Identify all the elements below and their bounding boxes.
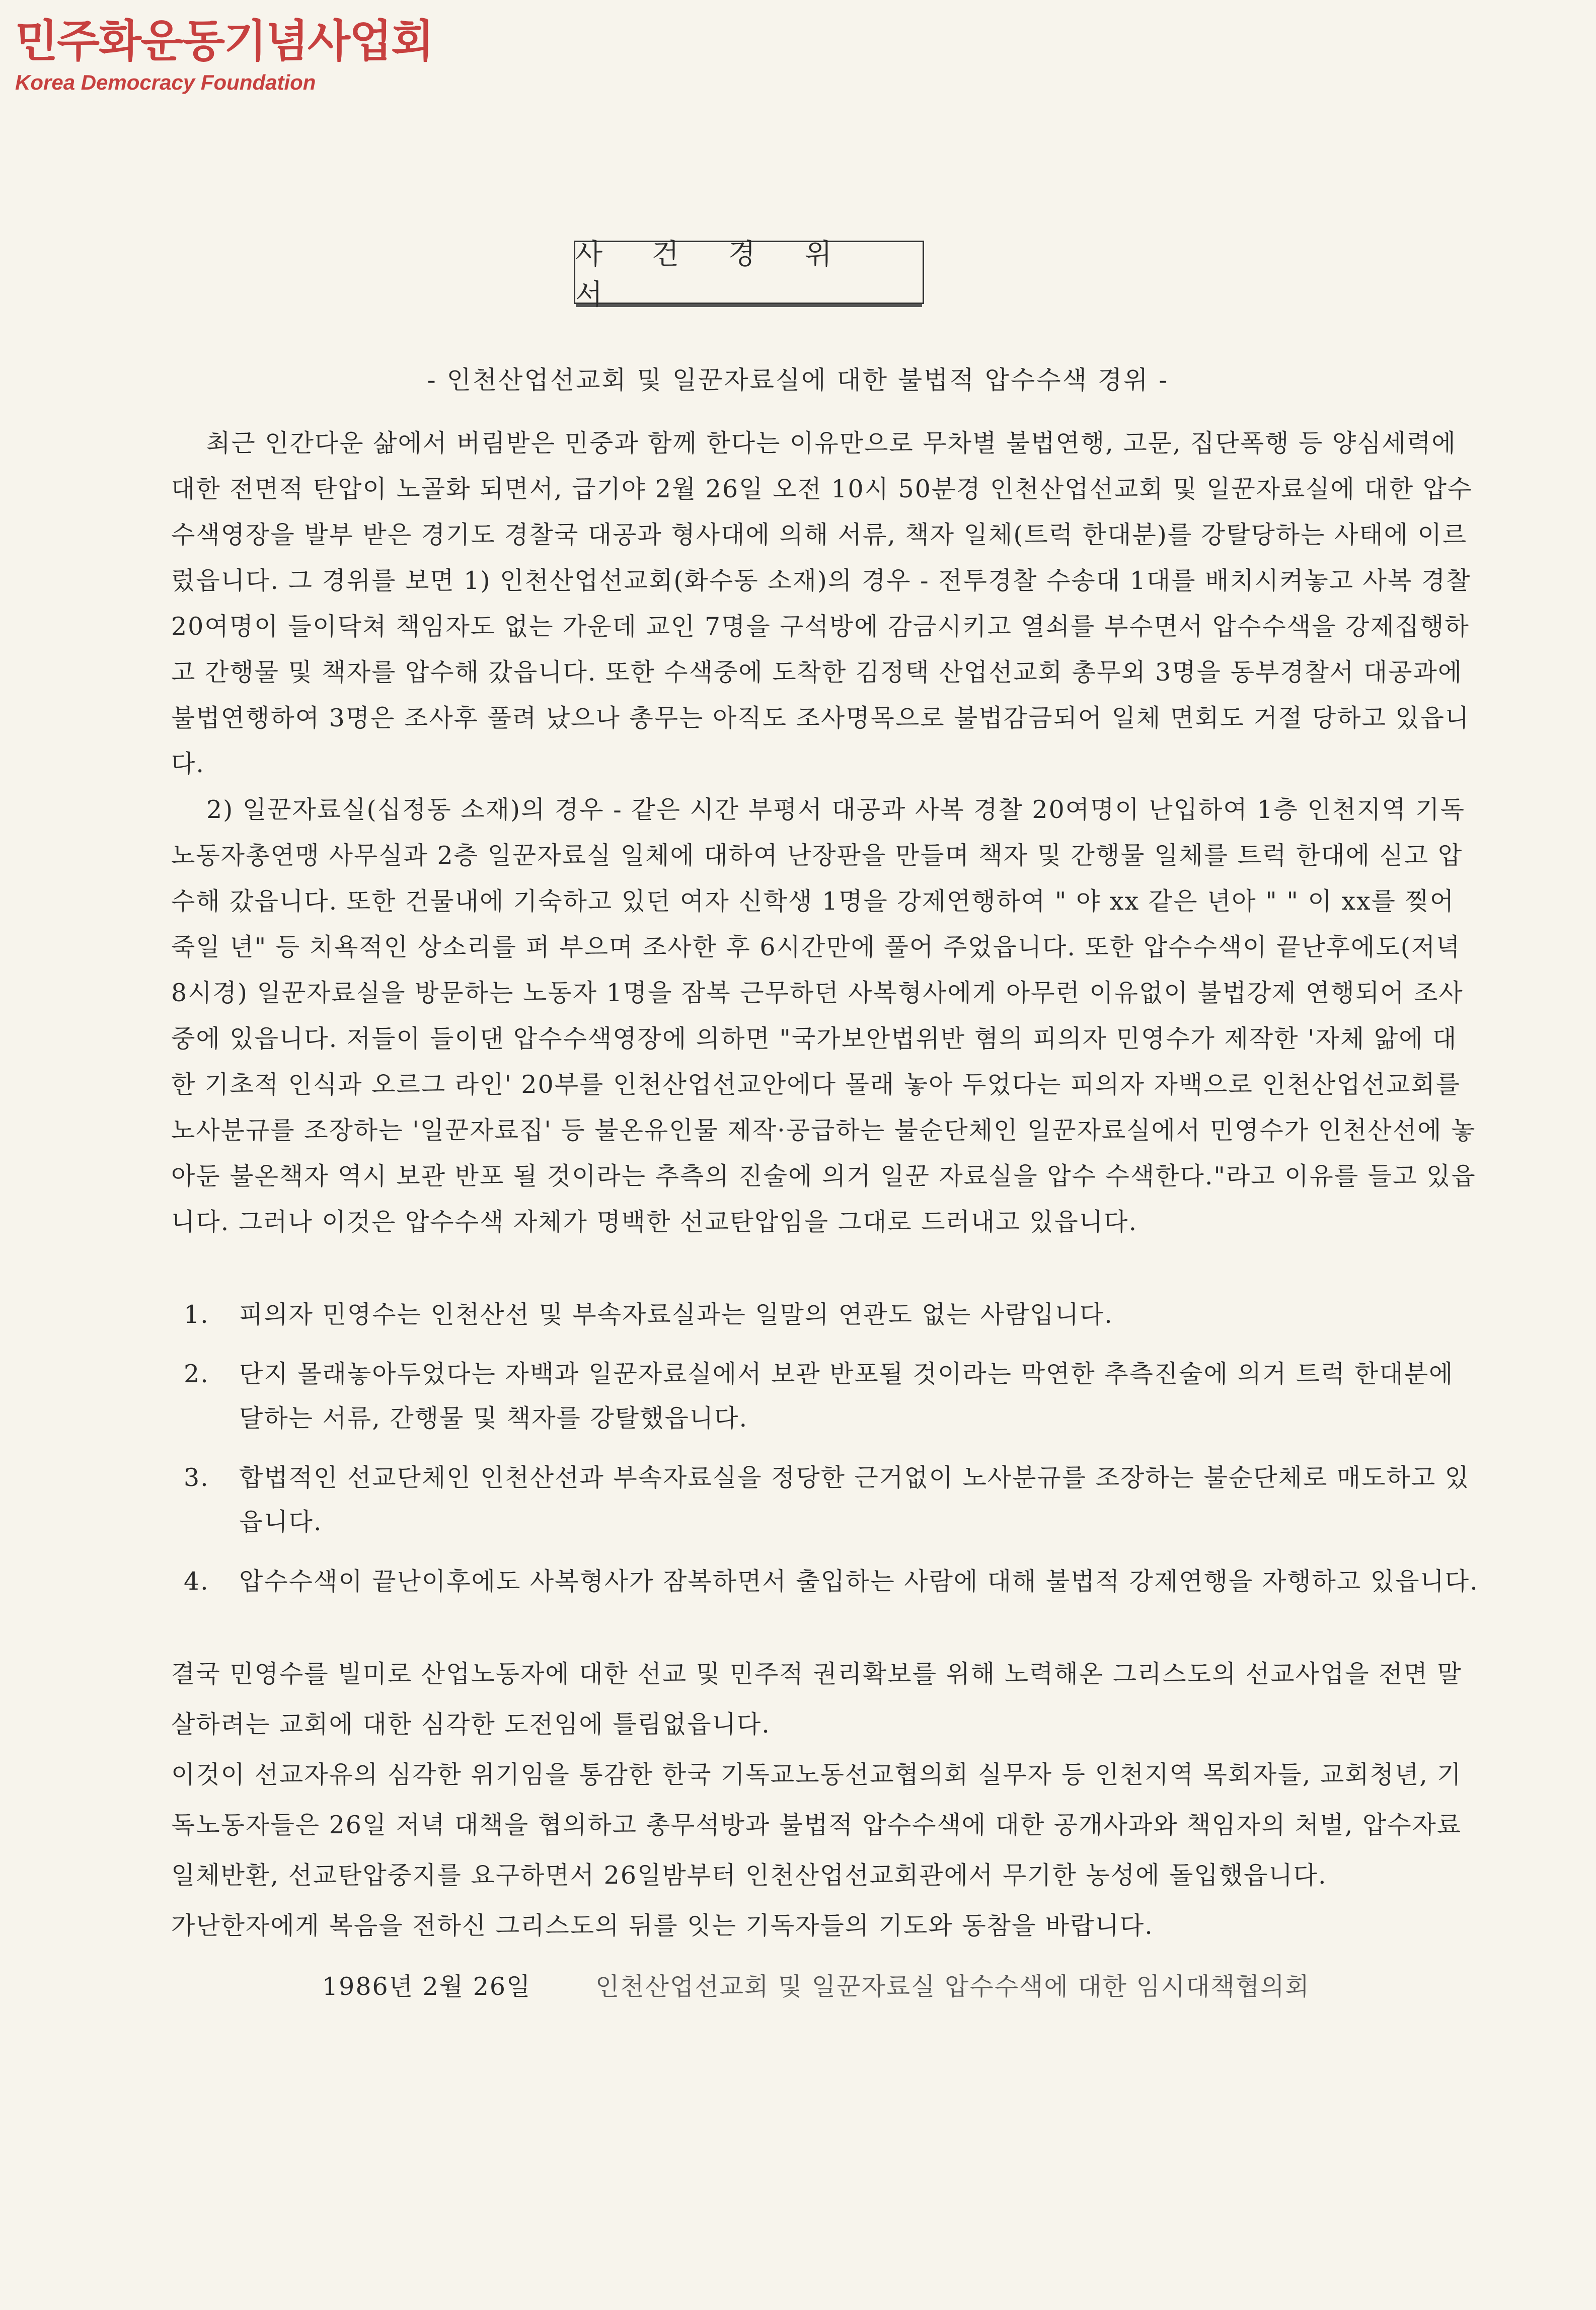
closing-paragraph-1: 결국 민영수를 빌미로 산업노동자에 대한 선교 및 민주적 권리확보를 위해 노력해온 그리스도의 선교사업을 전면 말살하려는 교회에 대한 심각한 도전임에 틀림없읍니다. xyxy=(171,1660,1462,1739)
watermark-english: Korea Democracy Foundation xyxy=(15,70,316,94)
list-item-text: 압수수색이 끝난이후에도 사복형사가 잠복하면서 출입하는 사람에 대해 불법적 강제연행을 자행하고 있읍니다. xyxy=(239,1567,1479,1596)
list-item-number: 4. xyxy=(184,1567,209,1596)
document-footer xyxy=(171,1967,1480,2002)
body-paragraph-1: 최근 인간다운 삶에서 버림받은 민중과 함께 한다는 이유만으로 무차별 불법연행, 고문, 집단폭행 등 양심세력에 대한 전면적 탄압이 노골화 되면서, 급기야 2월 26일 오전 10시 50분경 인천산업선교회 및 일꾼자료실에 대한 압수수색영장을 발부 받은 경기도 경찰국 대공과 형사대에 의해 서류, 책자 일체(트럭 한대분)를 강탈당하는 사태에 이르렀읍니다. 그 경위를 보면 1) 인천산업선교회(화수동 소재)의 경우 - 전투경찰 수송대 1대를 배치시켜놓고 사복 경찰 20여명이 들이닥쳐 책임자도 없는 가운데 교인 7명을 구석방에 감금시키고 열쇠를 부수면서 압수수색을 강제집행하고 간행물 및 책자를 압수해 갔읍니다. 또한 수색중에 도착한 김정택 산업선교회 총무외 3명을 동부경찰서 대공과에 불법연행하여 3명은 조사후 풀려 났으나 총무는 아직도 조사명목으로 불법감금되어 일체 면회도 거절 당하고 있읍니다. xyxy=(171,429,1473,778)
closing-paragraph-2: 이것이 선교자유의 심각한 위기임을 통감한 한국 기독교노동선교협의회 실무자 등 인천지역 목회자들, 교회청년, 기독노동자들은 26일 저녁 대책을 협의하고 총무석방과 불법적 압수수색에 대한 공개사과와 책임자의 처벌, 압수자료 일체반환, 선교탄압중지를 요구하면서 26일밤부터 인천산업선교회관에서 무기한 농성에 돌입했읍니다. xyxy=(171,1760,1462,1890)
list-item xyxy=(171,1293,1480,1337)
list-item-text: 단지 몰래놓아두었다는 자백과 일꾼자료실에서 보관 반포될 것이라는 막연한 추측진술에 의거 트럭 한대분에 달하는 서류, 간행물 및 책자를 강탈했읍니다. xyxy=(239,1360,1454,1433)
closing-paragraph-3: 가난한자에게 복음을 전하신 그리스도의 뒤를 잇는 기독자들의 기도와 동참을 바랍니다. xyxy=(171,1911,1154,1940)
list-item xyxy=(171,1456,1480,1544)
document-subtitle: - 인천산업선교회 및 일꾼자료실에 대한 불법적 압수수색 경위 - xyxy=(427,365,1169,395)
list-item-number: 1. xyxy=(184,1300,209,1329)
list-item-number: 3. xyxy=(184,1463,209,1492)
watermark-korean: 민주화운동기념사업회 xyxy=(15,15,433,67)
document-title-box xyxy=(574,238,924,311)
issuing-organization: 인천산업선교회 및 일꾼자료실 압수수색에 대한 임시대책협의회 xyxy=(595,1972,1310,2001)
points-list xyxy=(171,1293,1480,1604)
body-paragraph-2: 2) 일꾼자료실(십정동 소재)의 경우 - 같은 시간 부평서 대공과 사복 경찰 20여명이 난입하여 1층 인천지역 기독노동자총연맹 사무실과 2층 일꾼자료실 일체에 대하여 난장판을 만들며 책자 및 간행물 일체를 트럭 한대에 싣고 압수해 갔읍니다. 또한 건물내에 기숙하고 있던 여자 신학생 1명을 강제연행하여 " 야 xx 같은 년아 " " 이 xx를 찢어 죽일 년" 등 치욕적인 상소리를 퍼 부으며 조사한 후 6시간만에 풀어 주었읍니다. 또한 압수수색이 끝난후에도(저녁 8시경) 일꾼자료실을 방문하는 노동자 1명을 잠복 근무하던 사복형사에게 아무런 이유없이 불법강제 연행되어 조사중에 있읍니다. 저들이 들이댄 압수수색영장에 의하면 "국가보안법위반 혐의 피의자 민영수가 제작한 '자체 앎에 대한 기초적 인식과 오르그 라인' 20부를 인천산업선교안에다 몰래 놓아 두었다는 피의자 자백으로 인천산업선교회를 노사분규를 조장하는 '일꾼자료집' 등 불온유인물 제작·공급하는 불순단체인 일꾼자료실에서 민영수가 인천산선에 놓아둔 불온책자 역시 보관 반포 될 것이라는 추측의 진술에 의거 일꾼 자료실을 압수 수색한다."라고 이유를 들고 있읍니다. 그러나 이것은 압수수색 자체가 명백한 선교탄압임을 그대로 드러내고 있읍니다. xyxy=(171,795,1476,1236)
document-title: 사 건 경 위 서 xyxy=(575,238,852,311)
foundation-watermark xyxy=(15,15,433,95)
list-item xyxy=(171,1559,1480,1604)
document-body xyxy=(171,420,1480,2002)
closing-section xyxy=(171,1649,1480,1951)
list-item-text: 합법적인 선교단체인 인천산선과 부속자료실을 정당한 근거없이 노사분규를 조장하는 불순단체로 매도하고 있읍니다. xyxy=(239,1463,1470,1536)
list-item-text: 피의자 민영수는 인천산선 및 부속자료실과는 일말의 연관도 없는 사람입니다. xyxy=(239,1300,1113,1329)
document-date: 1986년 2월 26일 xyxy=(322,1972,531,2001)
list-item-number: 2. xyxy=(184,1360,209,1388)
list-item xyxy=(171,1352,1480,1441)
